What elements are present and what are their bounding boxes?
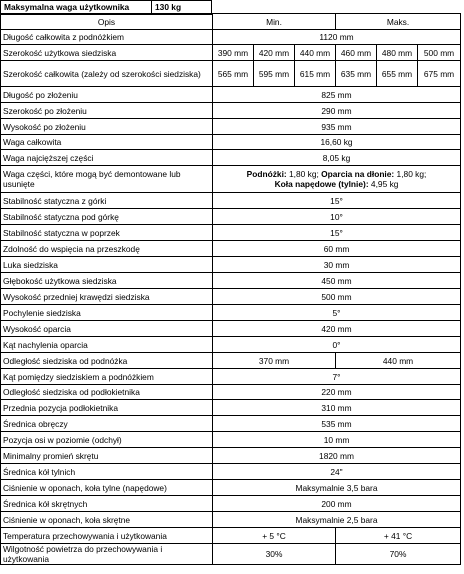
spec-label: Waga najcięższej części	[1, 150, 213, 166]
spec-label: Waga części, które mogą być demontowane lub usunięte	[1, 166, 213, 193]
spec-value: 0°	[213, 337, 461, 353]
spec-label: Wysokość po złożeniu	[1, 119, 213, 135]
spec-value: 5°	[213, 305, 461, 321]
spec-label: Ciśnienie w oponach, koła skrętne	[1, 512, 213, 528]
spec-value: 220 mm	[213, 385, 461, 400]
spec-min-value: 370 mm	[213, 353, 336, 369]
spec-label: Luka siedziska	[1, 257, 213, 273]
spec-label: Pochylenie siedziska	[1, 305, 213, 321]
spec-row	[1, 528, 461, 544]
spec-value: Maksymalnie 3,5 bara	[213, 480, 461, 496]
part-weight: 1,80 kg;	[394, 169, 427, 179]
part-name: Podnóżki:	[246, 169, 287, 179]
spec-width-value: 565 mm	[213, 61, 254, 87]
spec-table-body	[1, 14, 461, 565]
header-max: Maks.	[336, 14, 461, 30]
spec-row	[1, 369, 461, 385]
spec-row	[1, 257, 461, 273]
spec-value: 15°	[213, 225, 461, 241]
spec-value: 7°	[213, 369, 461, 385]
spec-width-value: 655 mm	[377, 61, 418, 87]
spec-row	[1, 30, 461, 45]
spec-max-value: + 41 °C	[336, 528, 461, 544]
spec-value: Maksymalnie 2,5 bara	[213, 512, 461, 528]
spec-row	[1, 448, 461, 464]
spec-value: 420 mm	[213, 321, 461, 337]
spec-width-value: 675 mm	[418, 61, 461, 87]
spec-label: Stabilność statyczna z górki	[1, 193, 213, 209]
spec-row	[1, 416, 461, 432]
spec-label: Temperatura przechowywania i użytkowania	[1, 528, 213, 544]
spec-row	[1, 119, 461, 135]
spec-width-value: 615 mm	[295, 61, 336, 87]
spec-value: 16,60 kg	[213, 135, 461, 150]
spec-value: 60 mm	[213, 241, 461, 257]
spec-label: Odległość siedziska od podnóżka	[1, 353, 213, 369]
spec-width-value: 480 mm	[377, 45, 418, 61]
spec-value: 8,05 kg	[213, 150, 461, 166]
spec-row	[1, 432, 461, 448]
spec-min-value: 30%	[213, 544, 336, 565]
spec-row	[1, 480, 461, 496]
spec-label: Stabilność statyczna w poprzek	[1, 225, 213, 241]
spec-min-value: + 5 °C	[213, 528, 336, 544]
spec-max-value: 70%	[336, 544, 461, 565]
spec-label: Szerokość użytkowa siedziska	[1, 45, 213, 61]
spec-value: 15°	[213, 193, 461, 209]
spec-value: 1120 mm	[213, 30, 461, 45]
spec-row	[1, 150, 461, 166]
spec-label: Stabilność statyczna pod górkę	[1, 209, 213, 225]
spec-value: 1820 mm	[213, 448, 461, 464]
spec-value: 10°	[213, 209, 461, 225]
spec-label: Waga całkowita	[1, 135, 213, 150]
spec-row	[1, 337, 461, 353]
spec-row	[1, 209, 461, 225]
spec-label: Średnica kół skrętnych	[1, 496, 213, 512]
spec-width-value: 500 mm	[418, 45, 461, 61]
spec-label: Przednia pozycja podłokietnika	[1, 400, 213, 416]
spec-label: Wysokość przedniej krawędzi siedziska	[1, 289, 213, 305]
header-opis: Opis	[1, 14, 213, 30]
spec-row	[1, 135, 461, 150]
spec-row	[1, 512, 461, 528]
spec-row	[1, 273, 461, 289]
spec-label: Wilgotność powietrza do przechowywania i użytkowania	[1, 544, 213, 565]
spec-row	[1, 225, 461, 241]
spec-label: Ciśnienie w oponach, koła tylne (napędowe)	[1, 480, 213, 496]
spec-value: 24"	[213, 464, 461, 480]
spec-width-value: 595 mm	[254, 61, 295, 87]
spec-width-value: 420 mm	[254, 45, 295, 61]
spec-row	[1, 400, 461, 416]
spec-label: Kąt pomiędzy siedziskiem a podnóżkiem	[1, 369, 213, 385]
spec-label: Zdolność do wspięcia na przeszkodę	[1, 241, 213, 257]
spec-width-value: 635 mm	[336, 61, 377, 87]
spec-label: Pozycja osi w poziomie (odchył)	[1, 432, 213, 448]
max-user-weight-value: 130 kg	[152, 0, 212, 15]
spec-removable-parts	[213, 166, 461, 193]
spec-row	[1, 61, 461, 87]
spec-row	[1, 241, 461, 257]
spec-label: Odległość siedziska od podłokietnika	[1, 385, 213, 400]
spec-row	[1, 103, 461, 119]
spec-row	[1, 496, 461, 512]
max-user-weight-label: Maksymalna waga użytkownika	[0, 0, 152, 15]
spec-row	[1, 87, 461, 103]
header-min: Min.	[213, 14, 336, 30]
spec-table	[0, 13, 461, 565]
part-weight: 4,95 kg	[368, 179, 399, 189]
spec-row	[1, 45, 461, 61]
spec-label: Kąt nachylenia oparcia	[1, 337, 213, 353]
spec-label: Średnica kół tylnich	[1, 464, 213, 480]
spec-row	[1, 353, 461, 369]
spec-row	[1, 289, 461, 305]
spec-max-value: 440 mm	[336, 353, 461, 369]
spec-value: 310 mm	[213, 400, 461, 416]
spec-row	[1, 166, 461, 193]
spec-value: 290 mm	[213, 103, 461, 119]
spec-value: 10 mm	[213, 432, 461, 448]
spec-label: Głębokość użytkowa siedziska	[1, 273, 213, 289]
spec-label: Szerokość całkowita (zależy od szerokości siedziska)	[1, 61, 213, 87]
spec-label: Średnica obręczy	[1, 416, 213, 432]
spec-label: Długość całkowita z podnóżkiem	[1, 30, 213, 45]
spec-value: 30 mm	[213, 257, 461, 273]
spec-value: 200 mm	[213, 496, 461, 512]
spec-label: Minimalny promień skrętu	[1, 448, 213, 464]
spec-value: 500 mm	[213, 289, 461, 305]
spec-value: 935 mm	[213, 119, 461, 135]
spec-row	[1, 385, 461, 400]
spec-width-value: 390 mm	[213, 45, 254, 61]
spec-label: Szerokość po złożeniu	[1, 103, 213, 119]
spec-value: 535 mm	[213, 416, 461, 432]
spec-row	[1, 464, 461, 480]
spec-row	[1, 193, 461, 209]
spec-value: 825 mm	[213, 87, 461, 103]
column-header-row	[1, 14, 461, 30]
spec-row	[1, 321, 461, 337]
part-name: Oparcia na dłonie:	[321, 169, 395, 179]
spec-label: Długość po złożeniu	[1, 87, 213, 103]
spec-label: Wysokość oparcia	[1, 321, 213, 337]
spec-width-value: 460 mm	[336, 45, 377, 61]
spec-width-value: 440 mm	[295, 45, 336, 61]
spec-row	[1, 305, 461, 321]
spec-value: 450 mm	[213, 273, 461, 289]
part-weight: 1,80 kg;	[286, 169, 322, 179]
spec-row	[1, 544, 461, 565]
part-name: Koła napędowe (tylnie):	[274, 179, 369, 189]
